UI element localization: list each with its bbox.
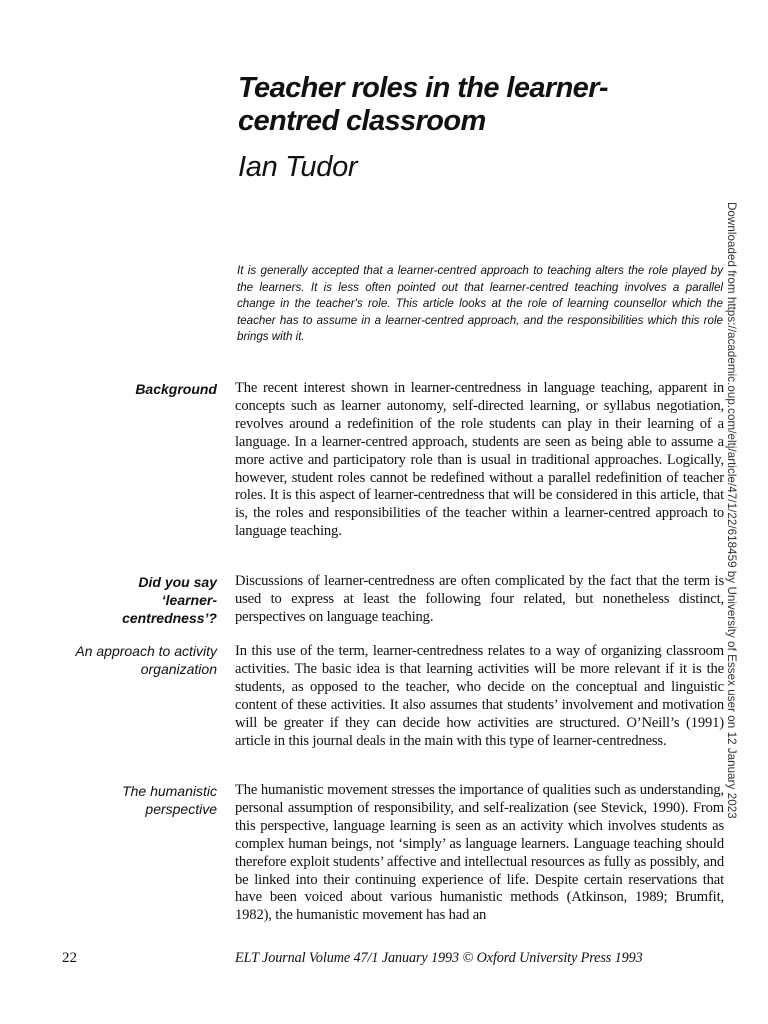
article-title: Teacher roles in the learner-centred classroom (238, 72, 608, 137)
section-text-background: The recent interest shown in learner-centredness in language teaching, apparent in concepts such as learner autonomy, self-directed learning, or syllabus negotiation, revolves around a redefinition of the role students can play in their learning of a language. In a learner-centred approach, students are seen as being able to assume a more active and participatory role than is usual in traditional approaches. Logically, however, student roles cannot be redefined without a parallel redefinition of teacher roles. It is this aspect of learner-centredness that will be considered in this article, that is, the roles and responsibilities of the teacher within a learner-centred approach to language teaching. (235, 380, 724, 540)
section-heading-did-you-say: Did you say ‘learner-centredness’? (122, 574, 217, 626)
section-text-activity-organization: In this use of the term, learner-centredness relates to a way of organizing classroom activities. The basic idea is that learning activities will be more relevant if it is the students, as opposed to the teacher, who decide on the conceptual and linguistic content of these activities. It also assumes that students’ involvement and motivation will be greater if they can decide how activities are structured. O’Neill’s (1991) article in this journal deals in the main with this type of learner-centredness. (235, 643, 724, 749)
download-watermark: Downloaded from https://academic.oup.com/eltj/article/47/1/22/618459 by University of Essex user on 12 January 2023 (725, 202, 738, 819)
page-number: 22 (62, 950, 77, 966)
article-abstract: It is generally accepted that a learner-centred approach to teaching alters the role played by the learners. It is less often pointed out that learner-centred teaching involves a parallel change in the teacher's role. This article looks at the role of learning counsellor which the teacher has to assume in a learner-centred approach, and the responsibilities which this role brings with it. (237, 264, 723, 344)
section-heading-background: Background (135, 381, 217, 397)
section-text-humanistic-perspective: The humanistic movement stresses the importance of qualities such as understanding, personal assumption of responsibility, and self-realization (see Stevick, 1990). From this perspective, language learning is seen as an activity which involves students as complex human beings, not ‘simply’ as language learners. Language teaching should therefore exploit students’ affective and intellectual resources as fully as possibly, and be linked into their continuing experience of life. Despite certain reservations that have been voiced about various humanistic methods (Atkinson, 1989; Brumfit, 1982), the humanistic movement has had an (235, 782, 724, 924)
journal-citation: ELT Journal Volume 47/1 January 1993 © Oxford University Press 1993 (235, 950, 643, 966)
section-text-did-you-say: Discussions of learner-centredness are often complicated by the fact that the term is used to express at least the following four related, but nonetheless distinct, perspectives on language teaching. (235, 573, 724, 625)
section-heading-humanistic-perspective: The humanistic perspective (122, 783, 217, 817)
section-heading-activity-organization: An approach to activity organization (75, 643, 217, 677)
article-author: Ian Tudor (238, 151, 358, 183)
